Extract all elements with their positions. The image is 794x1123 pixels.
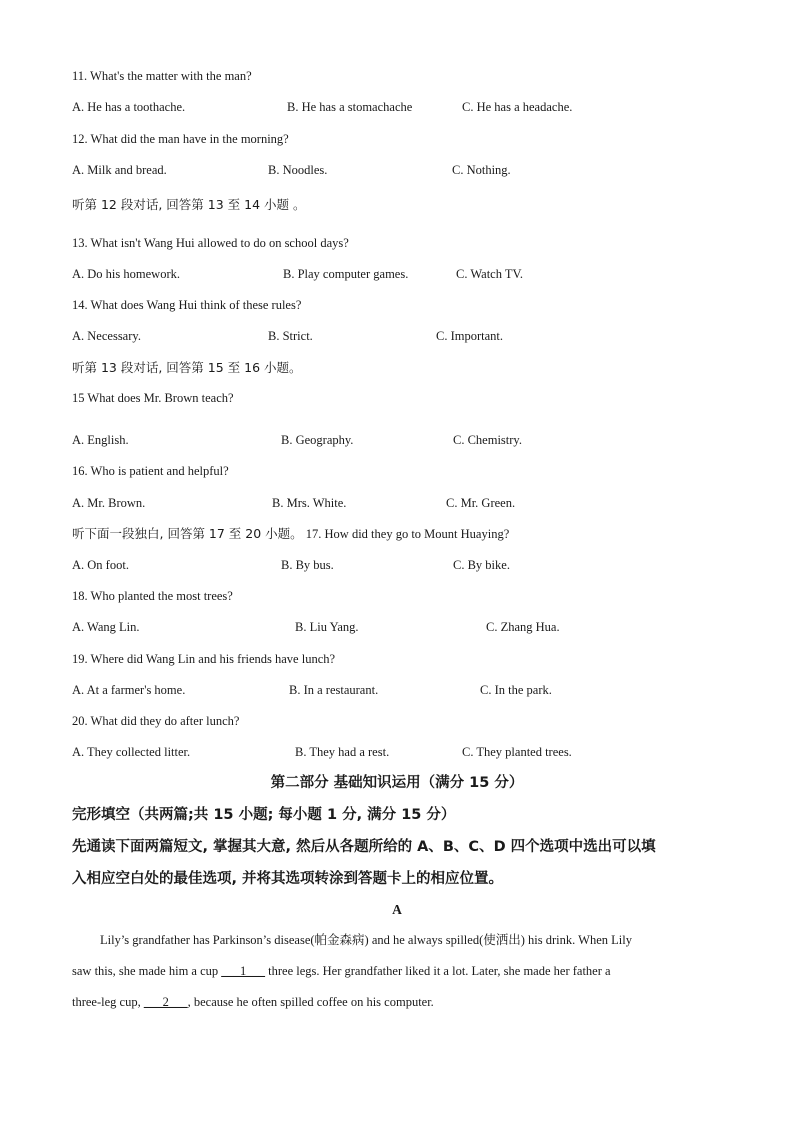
question-12-stem: 12. What did the man have in the morning? xyxy=(72,132,289,146)
question-11-option-c: C. He has a headache. xyxy=(462,100,573,114)
question-18-option-c: C. Zhang Hua. xyxy=(486,620,560,634)
question-13-option-a: A. Do his homework. xyxy=(72,267,180,281)
passage-line-2 xyxy=(72,963,611,979)
question-11-option-b: B. He has a stomachache xyxy=(287,100,413,114)
question-13-option-b: B. Play computer games. xyxy=(283,267,409,281)
question-16-option-c: C. Mr. Green. xyxy=(446,496,516,510)
passage-line-2-end: three legs. Her grandfather liked it a lot. Later, she made her father a xyxy=(265,964,611,978)
question-14-option-b: B. Strict. xyxy=(268,329,313,343)
question-20-option-b: B. They had a rest. xyxy=(295,745,390,759)
passage-line-2-start: saw this, she made him a cup xyxy=(72,964,222,978)
passage-line-3-start: three-leg cup, xyxy=(72,995,144,1009)
question-15-stem: 15 What does Mr. Brown teach? xyxy=(72,391,234,405)
question-11-stem: 11. What's the matter with the man? xyxy=(72,69,252,83)
question-17-stem: 17. How did they go to Mount Huaying? xyxy=(305,527,510,541)
question-19-option-b: B. In a restaurant. xyxy=(289,683,379,697)
question-18-option-b: B. Liu Yang. xyxy=(295,620,359,634)
question-14-option-c: C. Important. xyxy=(436,329,504,343)
question-15-option-b: B. Geography. xyxy=(281,433,354,447)
direction-dialogue-13: 听第 13 段对话, 回答第 15 至 16 小题。 xyxy=(72,360,302,375)
question-19-stem: 19. Where did Wang Lin and his friends have lunch? xyxy=(72,652,336,666)
passage-line-3-end: , because he often spilled coffee on his computer. xyxy=(187,995,434,1009)
direction-monologue: 听下面一段独白, 回答第 17 至 20 小题。 xyxy=(72,526,303,541)
part-two-title: 第二部分 基础知识运用（满分 15 分） xyxy=(270,775,524,791)
question-17-option-a: A. On foot. xyxy=(72,558,129,572)
question-11-option-a: A. He has a toothache. xyxy=(72,100,186,114)
question-14-stem: 14. What does Wang Hui think of these rules? xyxy=(72,298,302,312)
direction-monologue-line xyxy=(72,526,509,542)
question-12-option-c: C. Nothing. xyxy=(452,163,511,177)
question-17-option-c: C. By bike. xyxy=(453,558,510,572)
question-16-option-b: B. Mrs. White. xyxy=(272,496,347,510)
question-15-option-c: C. Chemistry. xyxy=(453,433,522,447)
question-15-option-a: A. English. xyxy=(72,433,129,447)
question-17-option-b: B. By bus. xyxy=(281,558,334,572)
question-13-option-c: C. Watch TV. xyxy=(456,267,524,281)
passage-line-1: Lily’s grandfather has Parkinson’s disease(帕金森病) and he always spilled(使洒出) his drink. When Lily xyxy=(100,933,632,947)
question-13-stem: 13. What isn't Wang Hui allowed to do on school days? xyxy=(72,236,349,250)
question-20-stem: 20. What did they do after lunch? xyxy=(72,714,240,728)
blank-2: ___2___ xyxy=(143,995,188,1009)
question-16-stem: 16. Who is patient and helpful? xyxy=(72,464,229,478)
instruction-line-1: 先通读下面两篇短文, 掌握其大意, 然后从各题所给的 A、B、C、D 四个选项中选出可以填 xyxy=(72,839,656,855)
direction-dialogue-12: 听第 12 段对话, 回答第 13 至 14 小题 。 xyxy=(72,197,306,212)
question-19-option-c: C. In the park. xyxy=(480,683,552,697)
question-18-stem: 18. Who planted the most trees? xyxy=(72,589,233,603)
question-14-option-a: A. Necessary. xyxy=(72,329,141,343)
instruction-line-2: 入相应空白处的最佳选项, 并将其选项转涂到答题卡上的相应位置。 xyxy=(72,871,504,887)
question-20-option-a: A. They collected litter. xyxy=(72,745,191,759)
question-19-option-a: A. At a farmer's home. xyxy=(72,683,186,697)
cloze-title: 完形填空（共两篇;共 15 小题; 每小题 1 分, 满分 15 分） xyxy=(72,807,456,823)
question-12-option-b: B. Noodles. xyxy=(268,163,328,177)
question-12-option-a: A. Milk and bread. xyxy=(72,163,167,177)
question-16-option-a: A. Mr. Brown. xyxy=(72,496,146,510)
blank-1: ___1___ xyxy=(221,964,266,978)
passage-line-3 xyxy=(72,994,434,1010)
passage-label: A xyxy=(392,902,402,917)
question-18-option-a: A. Wang Lin. xyxy=(72,620,140,634)
question-20-option-c: C. They planted trees. xyxy=(462,745,572,759)
